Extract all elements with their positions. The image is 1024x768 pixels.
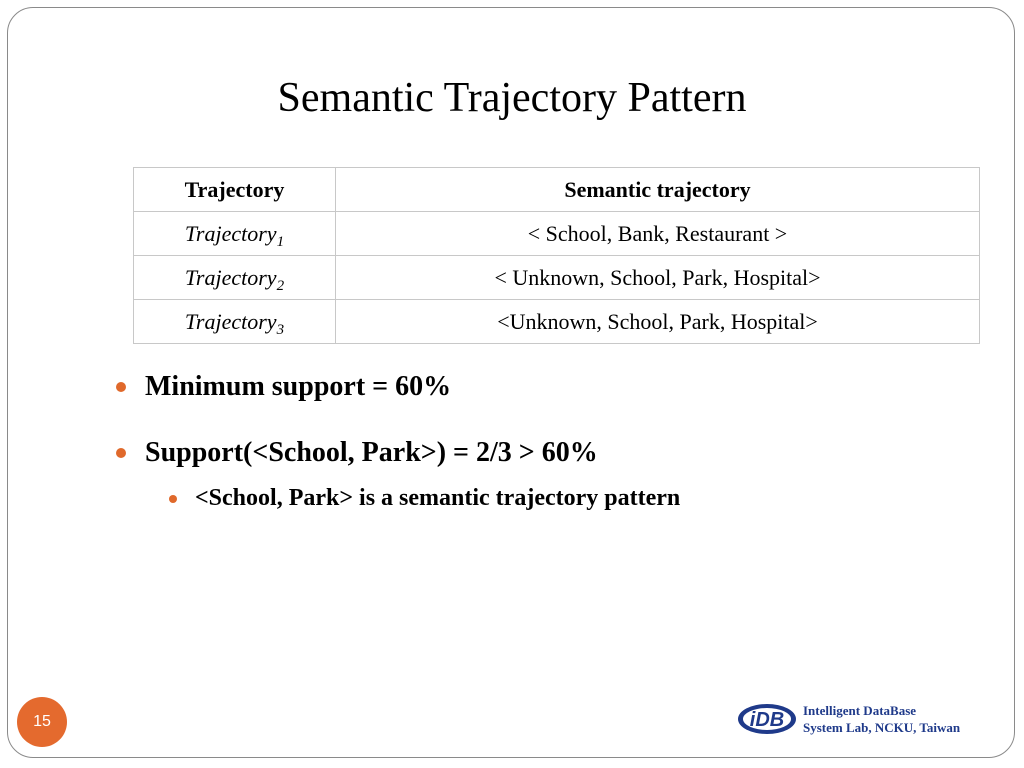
bullet-text: Minimum support = 60%: [145, 371, 452, 402]
table-row: [134, 300, 980, 344]
trajectory-name: Trajectory: [184, 264, 277, 290]
table-row: [134, 212, 980, 256]
sub-bullet-dot-icon: [169, 495, 177, 503]
lab-name-line1: Intelligent DataBase: [803, 703, 917, 718]
page-number-badge: 15: [17, 697, 67, 747]
header-trajectory: Trajectory: [134, 168, 336, 212]
trajectory-table: [133, 167, 980, 344]
semantic-trajectory-cell: <Unknown, School, Park, Hospital>: [336, 300, 980, 344]
bullet-list: [112, 362, 680, 515]
trajectory-subscript: 3: [276, 321, 285, 338]
lab-name-line2: System Lab, NCKU, Taiwan: [803, 720, 961, 735]
bullet-dot-icon: [116, 448, 126, 458]
trajectory-subscript: 1: [276, 233, 285, 250]
slide-title: Semantic Trajectory Pattern: [277, 75, 747, 121]
semantic-trajectory-cell: < School, Bank, Restaurant >: [336, 212, 980, 256]
trajectory-name: Trajectory: [184, 220, 277, 246]
logo-text: iDB: [749, 709, 785, 731]
bullet-text: Support(<School, Park>) = 2/3 > 60%: [145, 437, 598, 468]
table-header-row: [134, 168, 980, 212]
bullet-item: [112, 428, 680, 478]
trajectory-name-cell: [134, 256, 336, 300]
header-semantic-trajectory: Semantic trajectory: [336, 168, 980, 212]
lab-name: [803, 702, 960, 736]
trajectory-subscript: 2: [276, 277, 285, 294]
trajectory-name-cell: [134, 300, 336, 344]
sub-bullet-item: [112, 481, 680, 515]
trajectory-name: Trajectory: [184, 308, 277, 334]
trajectory-name-cell: [134, 212, 336, 256]
bullet-item: [112, 362, 680, 412]
semantic-trajectory-cell: < Unknown, School, Park, Hospital>: [336, 256, 980, 300]
sub-bullet-text: <School, Park> is a semantic trajectory pattern: [195, 485, 681, 511]
bullet-dot-icon: [116, 382, 126, 392]
idb-logo-icon: [736, 701, 798, 737]
table-row: [134, 256, 980, 300]
